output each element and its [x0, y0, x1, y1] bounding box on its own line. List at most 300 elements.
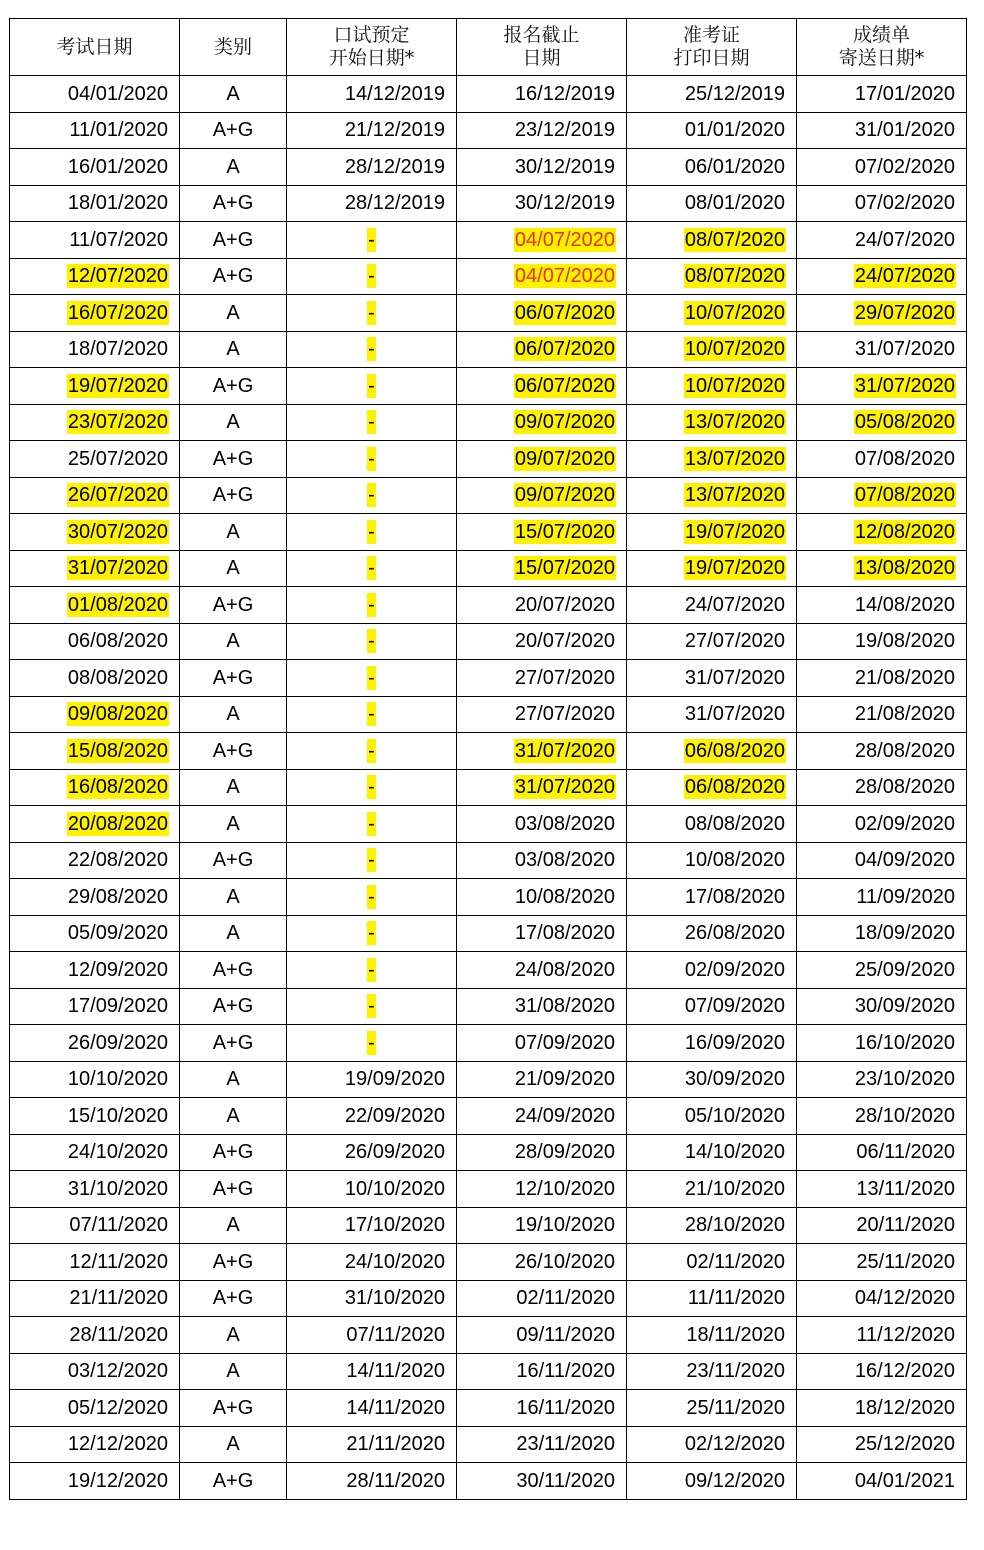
cell-value: 07/09/2020	[684, 995, 785, 1018]
admission-ticket-cell	[627, 185, 797, 222]
exam-date-cell	[10, 1207, 180, 1244]
cell-value: 15/08/2020	[67, 739, 168, 762]
cell-value: 31/07/2020	[684, 666, 785, 689]
table-row	[10, 258, 967, 295]
speaking-start-cell	[287, 477, 457, 514]
cell-value: 21/08/2020	[854, 666, 955, 689]
exam-date-cell	[10, 1280, 180, 1317]
table-row	[10, 696, 967, 733]
category-cell	[180, 1463, 287, 1500]
speaking-start-cell	[287, 879, 457, 916]
score-report-cell	[797, 1061, 967, 1098]
table-row	[10, 915, 967, 952]
score-report-cell	[797, 331, 967, 368]
cell-value: -	[368, 703, 375, 726]
speaking-start-cell	[287, 1134, 457, 1171]
table-row	[10, 76, 967, 113]
cell-value: 04/07/2020	[514, 228, 615, 251]
exam-date-cell	[10, 623, 180, 660]
cell-value: A+G	[212, 1141, 254, 1164]
admission-ticket-cell	[627, 441, 797, 478]
registration-deadline-cell	[457, 1025, 627, 1062]
category-cell	[180, 295, 287, 332]
speaking-start-cell	[287, 1280, 457, 1317]
score-report-cell	[797, 258, 967, 295]
table-row	[10, 222, 967, 259]
cell-value: 21/11/2020	[69, 1287, 168, 1310]
table-row	[10, 441, 967, 478]
cell-value: 05/09/2020	[67, 922, 168, 945]
cell-value: 09/07/2020	[514, 411, 615, 434]
cell-value: -	[368, 265, 375, 288]
cell-value: A	[226, 1433, 240, 1456]
cell-value: 24/08/2020	[514, 958, 615, 981]
speaking-start-cell	[287, 149, 457, 186]
cell-value: 09/12/2020	[684, 1469, 785, 1492]
exam-date-cell	[10, 1390, 180, 1427]
cell-value: 31/07/2020	[854, 338, 955, 361]
exam-date-cell	[10, 879, 180, 916]
cell-value: 09/07/2020	[514, 484, 615, 507]
cell-value: 18/01/2020	[67, 192, 168, 215]
table-row	[10, 587, 967, 624]
speaking-start-cell	[287, 623, 457, 660]
cell-value: -	[368, 520, 375, 543]
exam-date-cell	[10, 696, 180, 733]
header-label-line: 成绩单	[852, 24, 910, 46]
category-cell	[180, 1098, 287, 1135]
registration-deadline-cell	[457, 660, 627, 697]
cell-value: 10/07/2020	[684, 374, 785, 397]
cell-value: 17/10/2020	[344, 1214, 445, 1237]
speaking-start-cell	[287, 806, 457, 843]
table-row	[10, 477, 967, 514]
cell-value: A+G	[212, 228, 254, 251]
exam-date-cell	[10, 550, 180, 587]
table-row	[10, 1171, 967, 1208]
registration-deadline-cell	[457, 441, 627, 478]
cell-value: 10/07/2020	[684, 338, 785, 361]
cell-value: 28/09/2020	[514, 1141, 615, 1164]
cell-value: 04/01/2020	[67, 82, 168, 105]
cell-value: 06/08/2020	[67, 630, 168, 653]
registration-deadline-cell	[457, 1390, 627, 1427]
table-row	[10, 185, 967, 222]
cell-value: 15/07/2020	[514, 557, 615, 580]
table-row	[10, 879, 967, 916]
header-label-line: 寄送日期*	[838, 47, 925, 69]
registration-deadline-cell	[457, 1280, 627, 1317]
admission-ticket-cell	[627, 879, 797, 916]
registration-deadline-cell	[457, 1061, 627, 1098]
score-report-cell	[797, 1171, 967, 1208]
cell-value: 07/02/2020	[854, 155, 955, 178]
header-label-line: 开始日期*	[328, 47, 415, 69]
cell-value: 18/09/2020	[854, 922, 955, 945]
cell-value: A+G	[212, 484, 254, 507]
score-report-cell	[797, 1207, 967, 1244]
score-report-cell	[797, 477, 967, 514]
header-label-line: 准考证	[682, 24, 740, 46]
header-row	[10, 19, 967, 76]
category-cell	[180, 806, 287, 843]
cell-value: -	[368, 666, 375, 689]
cell-value: 23/07/2020	[67, 411, 168, 434]
cell-value: 02/12/2020	[684, 1433, 785, 1456]
score-report-cell	[797, 660, 967, 697]
cell-value: -	[368, 812, 375, 835]
registration-deadline-cell	[457, 550, 627, 587]
registration-deadline-cell	[457, 477, 627, 514]
score-report-cell	[797, 441, 967, 478]
score-report-cell	[797, 733, 967, 770]
table-row	[10, 514, 967, 551]
cell-value: A	[226, 1104, 240, 1127]
category-cell	[180, 1390, 287, 1427]
cell-value: -	[368, 1031, 375, 1054]
score-report-cell	[797, 404, 967, 441]
admission-ticket-cell	[627, 1134, 797, 1171]
admission-ticket-cell	[627, 1025, 797, 1062]
cell-value: 23/11/2020	[686, 1360, 785, 1383]
cell-value: 21/09/2020	[514, 1068, 615, 1091]
exam-date-cell	[10, 368, 180, 405]
admission-ticket-cell	[627, 1061, 797, 1098]
cell-value: -	[368, 739, 375, 762]
admission-ticket-cell	[627, 258, 797, 295]
category-cell	[180, 696, 287, 733]
score-report-cell	[797, 988, 967, 1025]
admission-ticket-cell	[627, 76, 797, 113]
cell-value: 13/11/2020	[856, 1177, 955, 1200]
admission-ticket-cell	[627, 295, 797, 332]
table-row	[10, 295, 967, 332]
cell-value: 19/09/2020	[344, 1068, 445, 1091]
table-row	[10, 733, 967, 770]
cell-value: 26/07/2020	[67, 484, 168, 507]
cell-value: 04/01/2021	[854, 1469, 955, 1492]
exam-date-cell	[10, 806, 180, 843]
cell-value: 12/12/2020	[67, 1433, 168, 1456]
cell-value: 21/10/2020	[684, 1177, 785, 1200]
score-report-cell	[797, 1426, 967, 1463]
score-report-cell	[797, 514, 967, 551]
category-cell	[180, 733, 287, 770]
cell-value: 18/07/2020	[67, 338, 168, 361]
speaking-start-cell	[287, 441, 457, 478]
cell-value: -	[368, 995, 375, 1018]
speaking-start-cell	[287, 988, 457, 1025]
admission-ticket-cell	[627, 696, 797, 733]
cell-value: 29/07/2020	[854, 301, 955, 324]
cell-value: A	[226, 1360, 240, 1383]
score-report-cell	[797, 1463, 967, 1500]
admission-ticket-cell	[627, 915, 797, 952]
category-cell	[180, 76, 287, 113]
cell-value: 11/07/2020	[69, 228, 168, 251]
cell-value: 08/07/2020	[684, 265, 785, 288]
cell-value: -	[368, 374, 375, 397]
cell-value: 30/09/2020	[684, 1068, 785, 1091]
cell-value: 16/12/2019	[514, 82, 615, 105]
cell-value: 06/08/2020	[684, 776, 785, 799]
exam-date-cell	[10, 112, 180, 149]
cell-value: 03/08/2020	[514, 812, 615, 835]
cell-value: 24/07/2020	[854, 228, 955, 251]
category-cell	[180, 1134, 287, 1171]
cell-value: 11/12/2020	[856, 1323, 955, 1346]
cell-value: 05/10/2020	[684, 1104, 785, 1127]
admission-ticket-cell	[627, 806, 797, 843]
admission-ticket-cell	[627, 587, 797, 624]
table-row	[10, 1098, 967, 1135]
cell-value: A	[226, 630, 240, 653]
cell-value: 02/11/2020	[686, 1250, 785, 1273]
admission-ticket-cell	[627, 1390, 797, 1427]
cell-value: A+G	[212, 192, 254, 215]
cell-value: 13/07/2020	[684, 411, 785, 434]
speaking-start-cell	[287, 1353, 457, 1390]
cell-value: 31/08/2020	[514, 995, 615, 1018]
exam-date-cell	[10, 988, 180, 1025]
registration-deadline-cell	[457, 733, 627, 770]
exam-date-cell	[10, 185, 180, 222]
score-report-cell	[797, 1317, 967, 1354]
category-cell	[180, 1025, 287, 1062]
exam-date-cell	[10, 331, 180, 368]
cell-value: 06/11/2020	[856, 1141, 955, 1164]
score-report-cell	[797, 76, 967, 113]
cell-value: 20/07/2020	[514, 630, 615, 653]
speaking-start-cell	[287, 404, 457, 441]
cell-value: -	[368, 411, 375, 434]
category-cell	[180, 1426, 287, 1463]
cell-value: A+G	[212, 1396, 254, 1419]
cell-value: 11/11/2020	[687, 1287, 785, 1310]
speaking-start-cell	[287, 1244, 457, 1281]
cell-value: 11/01/2020	[69, 119, 168, 142]
header-label-line: 类别	[213, 35, 252, 58]
table-row	[10, 1244, 967, 1281]
cell-value: 03/12/2020	[67, 1360, 168, 1383]
cell-value: 10/07/2020	[684, 301, 785, 324]
cell-value: 16/09/2020	[684, 1031, 785, 1054]
cell-value: 19/08/2020	[854, 630, 955, 653]
cell-value: 06/07/2020	[514, 338, 615, 361]
category-cell	[180, 1061, 287, 1098]
header-score-report-date	[797, 19, 967, 76]
table-row	[10, 149, 967, 186]
header-label-line: 日期	[522, 47, 561, 69]
cell-value: 18/12/2020	[854, 1396, 955, 1419]
table-row	[10, 1426, 967, 1463]
cell-value: 17/09/2020	[67, 995, 168, 1018]
cell-value: A+G	[212, 119, 254, 142]
cell-value: A	[226, 411, 240, 434]
cell-value: A	[226, 812, 240, 835]
cell-value: A+G	[212, 958, 254, 981]
admission-ticket-cell	[627, 368, 797, 405]
cell-value: A+G	[212, 849, 254, 872]
registration-deadline-cell	[457, 1353, 627, 1390]
table-row	[10, 806, 967, 843]
cell-value: 10/08/2020	[514, 885, 615, 908]
speaking-start-cell	[287, 1207, 457, 1244]
cell-value: 31/07/2020	[854, 374, 955, 397]
speaking-start-cell	[287, 514, 457, 551]
table-header	[10, 19, 967, 76]
cell-value: 24/07/2020	[854, 265, 955, 288]
cell-value: 06/08/2020	[684, 739, 785, 762]
cell-value: -	[368, 557, 375, 580]
cell-value: 16/11/2020	[516, 1360, 615, 1383]
cell-value: -	[368, 228, 375, 251]
cell-value: 19/07/2020	[67, 374, 168, 397]
exam-date-cell	[10, 1244, 180, 1281]
header-label-line: 报名截止	[503, 24, 580, 46]
cell-value: 19/12/2020	[67, 1469, 168, 1492]
cell-value: 26/10/2020	[514, 1250, 615, 1273]
exam-date-cell	[10, 769, 180, 806]
exam-date-cell	[10, 842, 180, 879]
category-cell	[180, 550, 287, 587]
table-row	[10, 1353, 967, 1390]
cell-value: 22/08/2020	[67, 849, 168, 872]
cell-value: 30/11/2020	[516, 1469, 615, 1492]
exam-date-cell	[10, 404, 180, 441]
cell-value: A+G	[212, 995, 254, 1018]
cell-value: 25/12/2020	[854, 1433, 955, 1456]
table-row	[10, 1025, 967, 1062]
cell-value: 06/01/2020	[684, 155, 785, 178]
cell-value: 13/08/2020	[854, 557, 955, 580]
exam-date-cell	[10, 1353, 180, 1390]
header-label-line: 口试预定	[333, 24, 410, 46]
admission-ticket-cell	[627, 514, 797, 551]
cell-value: A	[226, 776, 240, 799]
cell-value: 25/12/2019	[684, 82, 785, 105]
table-row	[10, 1317, 967, 1354]
speaking-start-cell	[287, 1025, 457, 1062]
cell-value: 20/08/2020	[67, 812, 168, 835]
cell-value: 02/11/2020	[516, 1287, 615, 1310]
cell-value: 30/09/2020	[854, 995, 955, 1018]
cell-value: 21/12/2019	[344, 119, 445, 142]
cell-value: 11/09/2020	[856, 885, 955, 908]
cell-value: 17/08/2020	[684, 885, 785, 908]
exam-date-cell	[10, 222, 180, 259]
cell-value: 13/07/2020	[684, 447, 785, 470]
registration-deadline-cell	[457, 696, 627, 733]
registration-deadline-cell	[457, 222, 627, 259]
registration-deadline-cell	[457, 1244, 627, 1281]
cell-value: -	[368, 338, 375, 361]
exam-date-cell	[10, 1061, 180, 1098]
cell-value: 21/08/2020	[854, 703, 955, 726]
cell-value: 28/10/2020	[854, 1104, 955, 1127]
exam-date-cell	[10, 660, 180, 697]
cell-value: 09/08/2020	[67, 703, 168, 726]
cell-value: 04/07/2020	[514, 265, 615, 288]
exam-date-cell	[10, 587, 180, 624]
score-report-cell	[797, 295, 967, 332]
speaking-start-cell	[287, 112, 457, 149]
cell-value: 08/01/2020	[684, 192, 785, 215]
cell-value: 24/10/2020	[344, 1250, 445, 1273]
admission-ticket-cell	[627, 1280, 797, 1317]
admission-ticket-cell	[627, 1244, 797, 1281]
score-report-cell	[797, 842, 967, 879]
speaking-start-cell	[287, 769, 457, 806]
speaking-start-cell	[287, 587, 457, 624]
score-report-cell	[797, 112, 967, 149]
score-report-cell	[797, 550, 967, 587]
cell-value: 21/11/2020	[346, 1433, 445, 1456]
cell-value: 28/12/2019	[344, 192, 445, 215]
category-cell	[180, 623, 287, 660]
admission-ticket-cell	[627, 1098, 797, 1135]
speaking-start-cell	[287, 1098, 457, 1135]
speaking-start-cell	[287, 331, 457, 368]
cell-value: 27/07/2020	[514, 703, 615, 726]
score-report-cell	[797, 952, 967, 989]
table-row	[10, 331, 967, 368]
category-cell	[180, 1171, 287, 1208]
cell-value: A+G	[212, 1287, 254, 1310]
speaking-start-cell	[287, 696, 457, 733]
category-cell	[180, 331, 287, 368]
exam-date-cell	[10, 1317, 180, 1354]
table-row	[10, 1390, 967, 1427]
speaking-start-cell	[287, 1171, 457, 1208]
cell-value: A	[226, 301, 240, 324]
cell-value: 28/08/2020	[854, 776, 955, 799]
registration-deadline-cell	[457, 149, 627, 186]
cell-value: 07/09/2020	[514, 1031, 615, 1054]
cell-value: 28/12/2019	[344, 155, 445, 178]
cell-value: 14/12/2019	[344, 82, 445, 105]
cell-value: A	[226, 1323, 240, 1346]
cell-value: 25/09/2020	[854, 958, 955, 981]
table-row	[10, 842, 967, 879]
header-registration-deadline	[457, 19, 627, 76]
category-cell	[180, 660, 287, 697]
admission-ticket-cell	[627, 404, 797, 441]
cell-value: 15/07/2020	[514, 520, 615, 543]
header-exam-date	[10, 19, 180, 76]
exam-date-cell	[10, 441, 180, 478]
cell-value: 16/08/2020	[67, 776, 168, 799]
table-row	[10, 1463, 967, 1500]
admission-ticket-cell	[627, 331, 797, 368]
cell-value: 03/08/2020	[514, 849, 615, 872]
exam-date-cell	[10, 477, 180, 514]
score-report-cell	[797, 1098, 967, 1135]
score-report-cell	[797, 1025, 967, 1062]
category-cell	[180, 477, 287, 514]
cell-value: 06/07/2020	[514, 374, 615, 397]
score-report-cell	[797, 185, 967, 222]
speaking-start-cell	[287, 295, 457, 332]
cell-value: 14/11/2020	[346, 1396, 445, 1419]
category-cell	[180, 112, 287, 149]
exam-schedule-table	[9, 18, 967, 1500]
cell-value: -	[368, 484, 375, 507]
exam-date-cell	[10, 258, 180, 295]
cell-value: 12/08/2020	[854, 520, 955, 543]
cell-value: 07/11/2020	[69, 1214, 168, 1237]
admission-ticket-cell	[627, 1207, 797, 1244]
